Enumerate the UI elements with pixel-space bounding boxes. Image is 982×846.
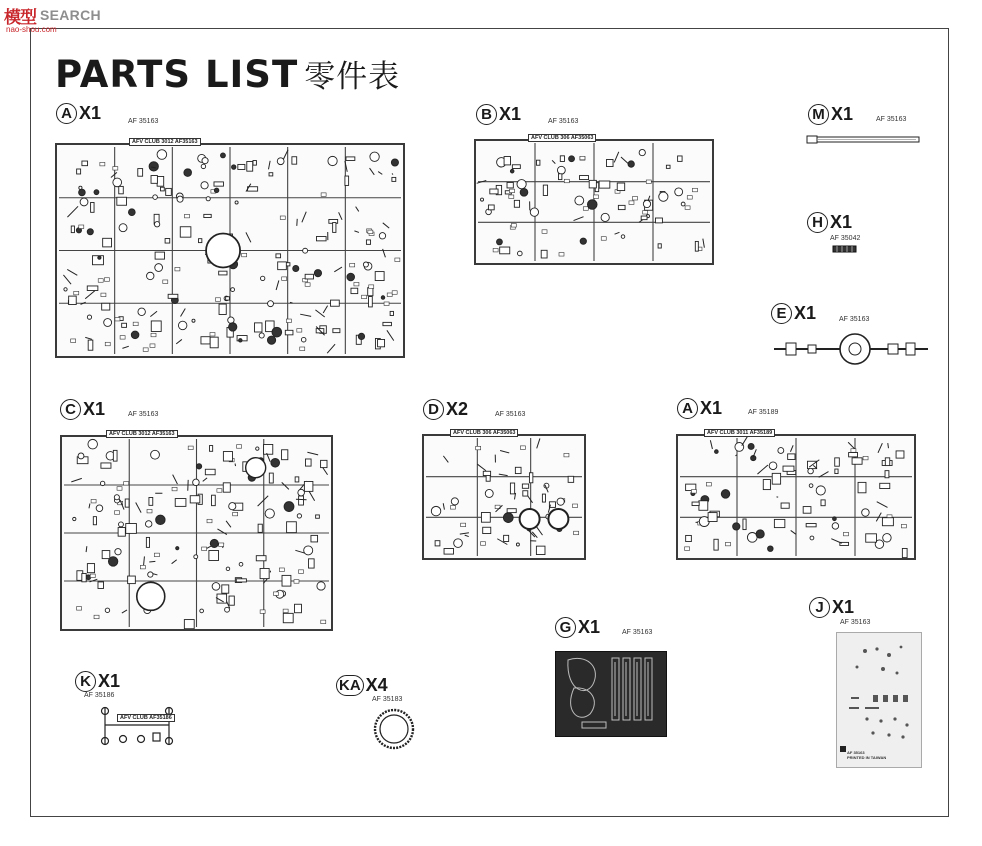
title-cn: 零件表 bbox=[304, 59, 401, 95]
part-code-k: AF 35186 bbox=[84, 692, 115, 699]
part-label-e bbox=[771, 303, 816, 324]
sprue-b-tag: AFV CLUB 306 AF35063 bbox=[528, 134, 596, 142]
part-label-a bbox=[56, 103, 101, 124]
part-letter-g: G bbox=[555, 617, 576, 638]
decal-caption bbox=[847, 750, 886, 760]
sprue-a2-tag: AFV CLUB 3011 AF35189 bbox=[704, 429, 775, 437]
part-qty-b: X1 bbox=[499, 104, 522, 124]
part-qty-k: X1 bbox=[98, 671, 121, 691]
part-letter-e: E bbox=[771, 303, 792, 324]
part-label-h bbox=[807, 212, 852, 233]
part-code-b: AF 35163 bbox=[548, 118, 579, 125]
watermark-url: nao-shou.com bbox=[6, 25, 57, 34]
part-letter-d: D bbox=[423, 399, 444, 420]
sprue-d-tag: AFV CLUB 306 AF35063 bbox=[450, 429, 518, 437]
page-title bbox=[55, 51, 400, 96]
part-letter-a: A bbox=[56, 103, 77, 124]
decal-printed: PRINTED IN TAIWAN bbox=[847, 755, 887, 760]
sprue-a-tag: AFV CLUB 3012 AF35163 bbox=[129, 138, 201, 146]
sprue-parts-drawing bbox=[476, 141, 712, 263]
sprue-k-tag: AFV CLUB AF35186 bbox=[117, 714, 175, 722]
watermark-logo: 模型 bbox=[4, 8, 36, 27]
part-code-j: AF 35163 bbox=[840, 619, 871, 626]
sprue-d bbox=[422, 430, 586, 560]
part-code-a2: AF 35189 bbox=[748, 409, 779, 416]
part-code-m: AF 35163 bbox=[876, 116, 907, 123]
part-qty-h: X1 bbox=[830, 212, 853, 232]
part-letter-ka: KA bbox=[336, 675, 364, 696]
sprue-c bbox=[60, 431, 333, 631]
site-watermark bbox=[4, 3, 174, 37]
sprue-a bbox=[55, 139, 405, 358]
photoetch-fret-g bbox=[555, 651, 667, 737]
part-code-e: AF 35163 bbox=[839, 316, 870, 323]
sprue-parts-drawing bbox=[678, 436, 914, 558]
part-qty-d: X2 bbox=[446, 399, 469, 419]
part-letter-a2: A bbox=[677, 398, 698, 419]
part-qty-ka: X4 bbox=[365, 675, 388, 695]
sprue-a2 bbox=[676, 430, 916, 560]
part-letter-h: H bbox=[807, 212, 828, 233]
decal-markings bbox=[837, 633, 921, 767]
part-label-b bbox=[476, 104, 521, 125]
part-code-a: AF 35163 bbox=[128, 118, 159, 125]
part-letter-k: K bbox=[75, 671, 96, 692]
part-letter-j: J bbox=[809, 597, 830, 618]
ring-part-ka bbox=[372, 707, 416, 751]
part-label-c bbox=[60, 399, 105, 420]
sprue-k-frame bbox=[97, 703, 177, 749]
part-label-m bbox=[808, 104, 853, 125]
part-code-ka: AF 35183 bbox=[372, 696, 403, 703]
part-letter-m: M bbox=[808, 104, 829, 125]
part-qty-a: X1 bbox=[79, 103, 102, 123]
part-code-h: AF 35042 bbox=[830, 235, 861, 242]
part-qty-a2: X1 bbox=[700, 398, 723, 418]
part-letter-b: B bbox=[476, 104, 497, 125]
part-qty-e: X1 bbox=[794, 303, 817, 323]
sprue-parts-drawing bbox=[62, 437, 331, 629]
part-code-c: AF 35163 bbox=[128, 411, 159, 418]
part-qty-j: X1 bbox=[832, 597, 855, 617]
part-qty-g: X1 bbox=[578, 617, 601, 637]
title-en: PARTS LIST bbox=[55, 53, 299, 96]
part-label-a2 bbox=[677, 398, 722, 419]
part-label-d bbox=[423, 399, 468, 420]
sprue-k bbox=[97, 703, 177, 749]
barrel-part-m bbox=[806, 134, 922, 146]
track-part-h bbox=[832, 244, 858, 254]
sprue-c-tag: AFV CLUB 3012 AF35163 bbox=[106, 430, 178, 438]
decal-code: AF 35163 bbox=[847, 750, 865, 755]
sprue-b bbox=[474, 135, 714, 265]
part-label-k bbox=[75, 671, 120, 692]
part-qty-m: X1 bbox=[831, 104, 854, 124]
part-label-j bbox=[809, 597, 854, 618]
sprue-e bbox=[770, 330, 932, 366]
part-label-g bbox=[555, 617, 600, 638]
sprue-parts-drawing bbox=[424, 436, 584, 558]
sprue-parts-drawing bbox=[57, 145, 403, 356]
decal-sheet bbox=[836, 632, 922, 768]
part-code-g: AF 35163 bbox=[622, 629, 653, 636]
part-qty-c: X1 bbox=[83, 399, 106, 419]
photoetch-parts bbox=[556, 652, 666, 736]
watermark-brand: SEARCH bbox=[40, 7, 101, 23]
part-letter-c: C bbox=[60, 399, 81, 420]
part-label-ka bbox=[336, 675, 388, 696]
part-code-d: AF 35163 bbox=[495, 411, 526, 418]
